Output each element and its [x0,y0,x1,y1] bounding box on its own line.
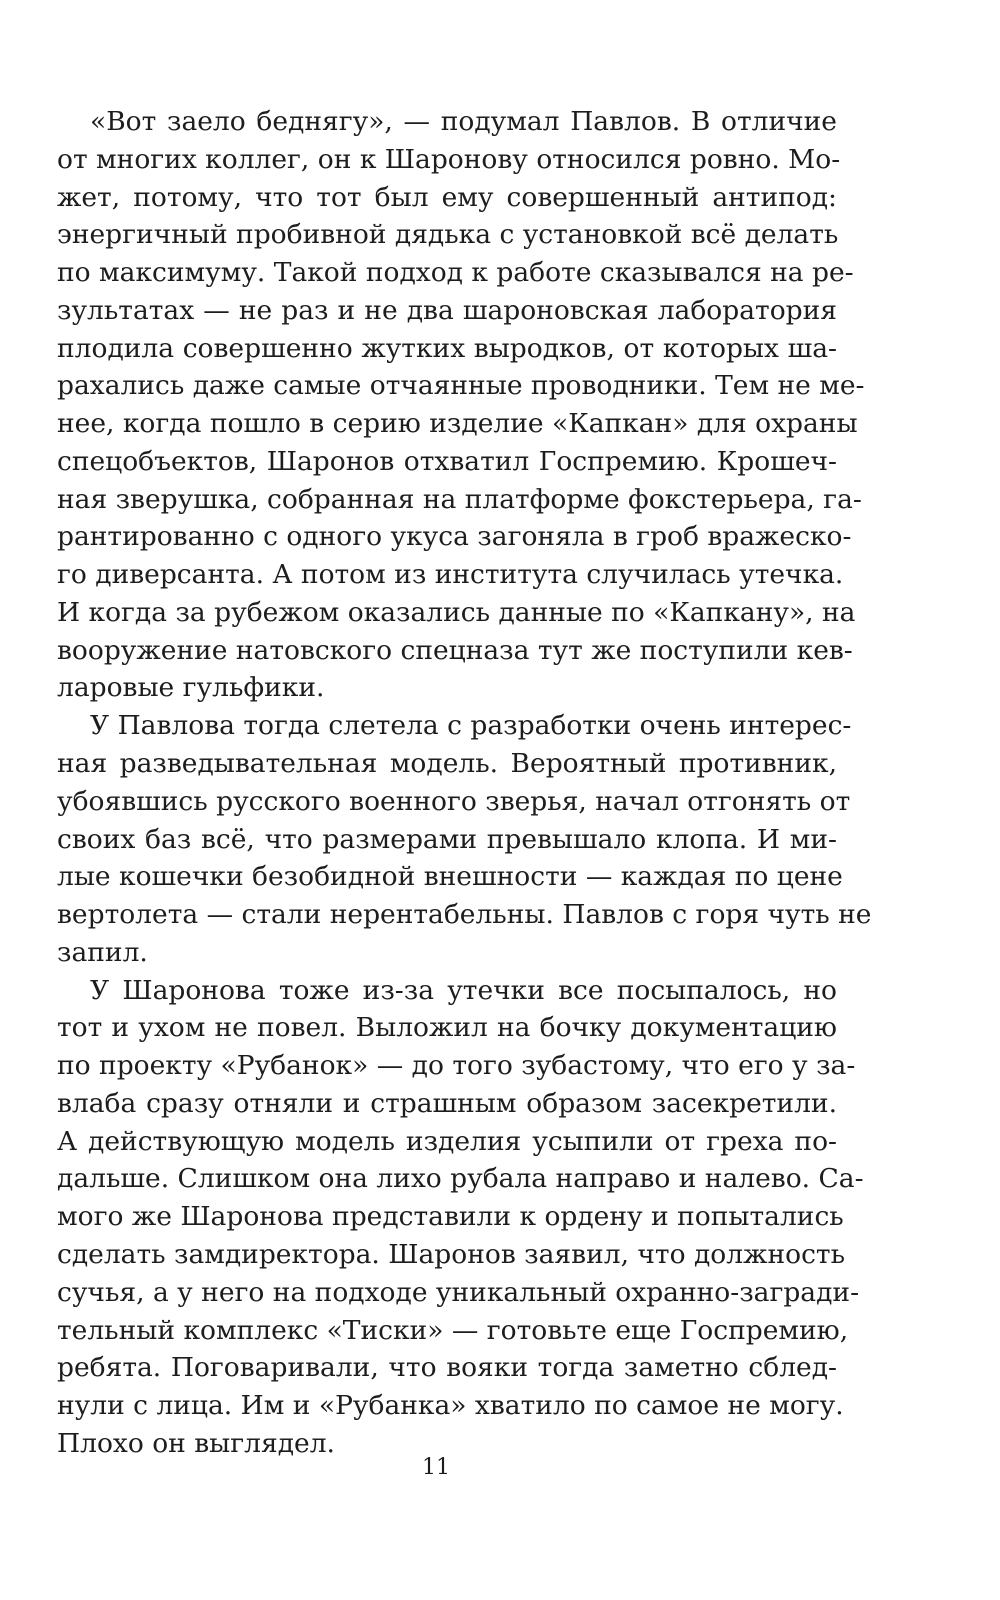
text-line: сучья, а у него на подходе уникальный охранно-загради- [57,1276,860,1308]
text-line: энергичный пробивной дядька с установкой всё делать [57,219,839,251]
text-line: запил. [57,936,148,968]
text-line: ная зверушка, собранная на платформе фокстерьера, га- [57,483,862,515]
text-line: вооружение натовского спецназа тут же поступили кев- [57,634,853,666]
text-line: мого же Шаронова представили к ордену и попытались [57,1201,844,1233]
text-line: вертолета — стали нерентабельны. Павлов с горя чуть не [57,899,872,931]
text-line: влаба сразу отняли и страшным образом засекретили. [57,1087,837,1119]
text-line: И когда за рубежом оказались данные по «Капкану», на [57,596,856,628]
text-line: зультатах — не раз и не два шароновская лаборатория [57,294,837,326]
paragraph [57,103,865,707]
text-line: го диверсанта. А потом из института случилась утечка. [57,559,844,591]
paragraph [57,972,864,1463]
text-line: дальше. Слишком она лихо рубала направо и налево. Са- [57,1163,864,1195]
text-line: спецобъектов, Шаронов отхватил Госпремию. Крошеч- [57,445,837,477]
text-line: ларовые гульфики. [57,672,325,704]
page-number: 11 [422,1455,450,1480]
text-line: У Шаронова тоже из-за утечки все посыпалось, но [90,974,837,1006]
text-line: по максимуму. Такой подход к работе сказывался на ре- [57,257,854,289]
text-line: нули с лица. Им и «Рубанка» хватило по самое не могу. [57,1390,844,1422]
text-line: лые кошечки безобидной внешности — каждая по цене [57,861,843,893]
text-line: по проекту «Рубанок» — до того зубастому, что его у за- [57,1050,856,1082]
text-line: ная разведывательная модель. Вероятный противник, [57,748,837,780]
text-line: рахались даже самые отчаянные проводники. Тем не ме- [57,370,865,402]
text-line: А действующую модель изделия усыпили от греха по- [57,1125,837,1157]
text-line: нее, когда пошло в серию изделие «Капкан» для охраны [57,408,858,440]
text-line: тот и ухом не повел. Выложил на бочку документацию [57,1012,837,1044]
text-line: У Павлова тогда слетела с разработки очень интерес- [90,710,852,742]
text-line: своих баз всё, что размерами превышало клопа. И ми- [57,823,837,855]
text-line: рантированно с одного укуса загоняла в гроб вражеско- [57,521,852,553]
text-line: сделать замдиректора. Шаронов заявил, что должность [57,1238,845,1270]
text-line: Плохо он выглядел. [57,1427,335,1459]
text-line: тельный комплекс «Тиски» — готовьте еще Госпремию, [57,1314,849,1346]
text-line: от многих коллег, он к Шаронову относился ровно. Мо- [57,143,841,175]
body-text [57,103,872,1463]
text-line: «Вот заело беднягу», — подумал Павлов. В отличие [90,106,837,137]
paragraph [57,707,872,971]
text-line: жет, потому, что тот был ему совершенный антипод: [57,181,837,213]
text-line: убоявшись русского военного зверья, начал отгонять от [57,785,851,817]
text-line: плодила совершенно жутких выродков, от которых ша- [57,332,837,364]
text-line: ребята. Поговаривали, что вояки тогда заметно сблед- [57,1352,837,1384]
